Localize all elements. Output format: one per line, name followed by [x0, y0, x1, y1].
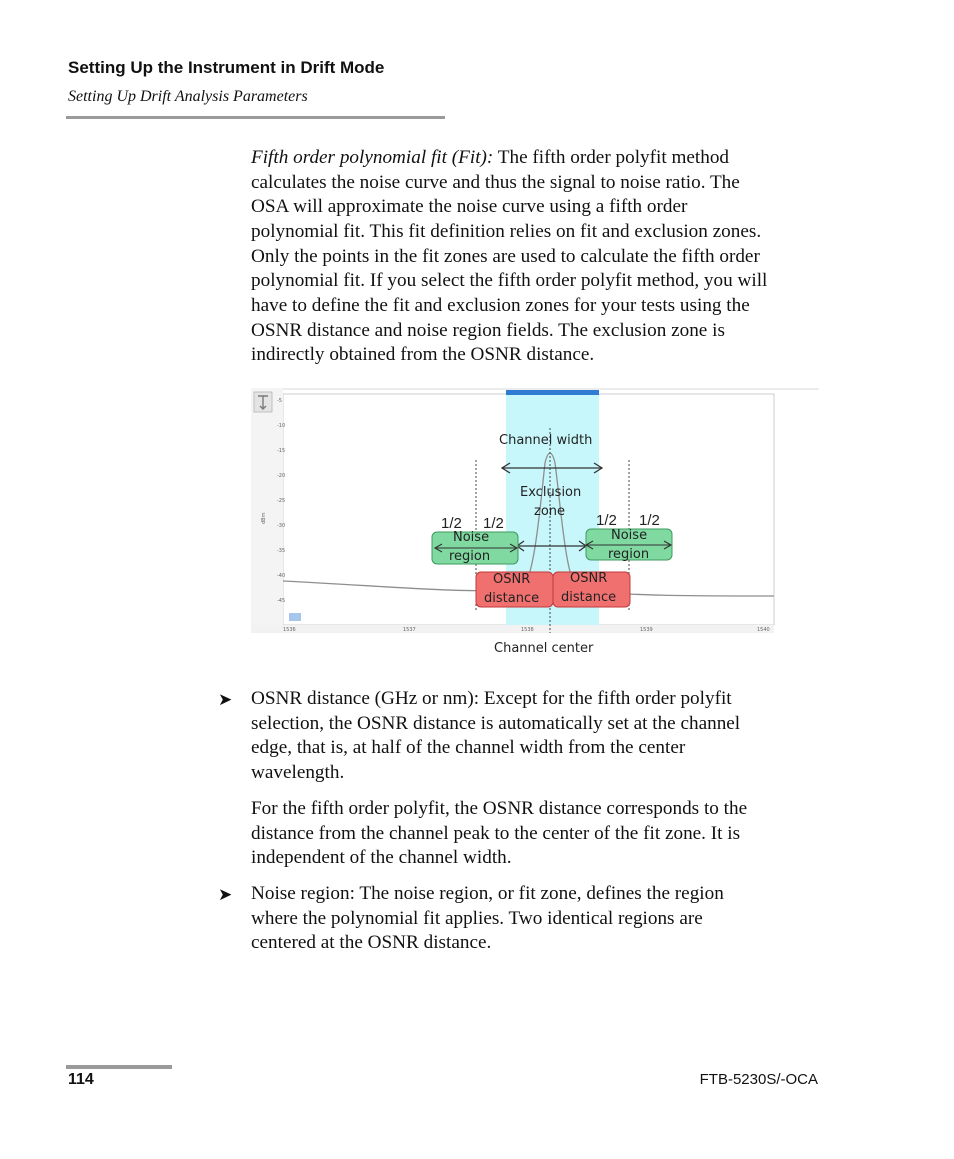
fit-line: polynomial fit. If you select the fifth order polyfit method, you will [251, 270, 768, 291]
channel-top-bar [506, 390, 599, 395]
noise-line: centered at the OSNR distance. [251, 932, 492, 953]
x-tick-label: 1540 [757, 627, 770, 633]
fit-line: OSA will approximate the noise curve using a fifth order [251, 196, 688, 217]
channel-width-label: Channel width [499, 433, 593, 448]
half-label: 1/2 [596, 512, 617, 529]
y-tick-label: -35 [277, 548, 286, 554]
osnr-note-line: independent of the channel width. [251, 847, 512, 868]
y-tick-label: -5 [277, 398, 282, 404]
fit-line: Only the points in the fit zones are used to calculate the fifth order [251, 246, 760, 267]
exclusion-label-line2: zone [534, 504, 566, 519]
fit-line: indirectly obtained from the OSNR distance. [251, 344, 595, 365]
x-tick-label: 1539 [640, 627, 653, 633]
x-tick-label: 1537 [403, 627, 416, 633]
noise-line: Noise region: The noise region, or fit zone, defines the region [251, 883, 724, 904]
fit-line: have to define the fit and exclusion zones for your tests using the [251, 295, 750, 316]
scroll-marker [289, 613, 301, 621]
channel-center-label: Channel center [494, 641, 594, 656]
fit-line [251, 146, 821, 171]
x-tick-label: 1536 [283, 627, 296, 633]
diagram-svg [251, 388, 819, 660]
half-label: 1/2 [483, 515, 504, 532]
y-tick-label: -40 [277, 573, 286, 579]
bullet-arrow-icon: ➤ [218, 885, 233, 904]
y-tick-label: -15 [277, 448, 286, 454]
y-tick-label: -10 [277, 423, 286, 429]
subsection-title: Setting Up Drift Analysis Parameters [68, 88, 308, 105]
noise-right-label-line1: Noise [611, 528, 648, 543]
footer-rule [66, 1065, 172, 1069]
y-tick-label: -25 [277, 498, 286, 504]
osnr-right-label-line2: distance [561, 590, 617, 605]
exclusion-label-line1: Exclusion [520, 485, 582, 500]
bullet-arrow-icon: ➤ [218, 690, 233, 709]
osnr-line: OSNR distance (GHz or nm): Except for the fifth order polyfit [251, 688, 732, 709]
y-axis-ticks [277, 398, 285, 604]
osnr-note-line: For the fifth order polyfit, the OSNR distance corresponds to the [251, 798, 748, 819]
noise-left-label-line1: Noise [453, 530, 490, 545]
osnr-left-label-line2: distance [484, 591, 540, 606]
osnr-right-label-line1: OSNR [570, 571, 608, 586]
y-tick-label: -20 [277, 473, 286, 479]
x-axis-panel [251, 625, 774, 633]
osnr-note-line: distance from the channel peak to the center of the fit zone. It is [251, 823, 741, 844]
y-axis-unit: dBm [261, 512, 267, 524]
fit-term: Fifth order polynomial fit (Fit): [251, 147, 494, 168]
half-label: 1/2 [639, 512, 660, 529]
noise-right-label-line2: region [608, 547, 650, 562]
osnr-line: edge, that is, at half of the channel width from the center [251, 737, 686, 758]
header-rule [66, 116, 445, 119]
fit-line: OSNR distance and noise region fields. The exclusion zone is [251, 320, 725, 341]
noise-line: where the polynomial fit applies. Two identical regions are [251, 908, 703, 929]
y-tick-label: -30 [277, 523, 286, 529]
osnr-line: selection, the OSNR distance is automatically set at the channel [251, 713, 741, 734]
fit-line-text: The fifth order polyfit method [497, 147, 730, 168]
page-number: 114 [68, 1071, 94, 1088]
fit-line: polynomial fit. This fit definition relies on fit and exclusion zones. [251, 221, 762, 242]
noise-left-label-line2: region [449, 549, 491, 564]
osnr-line: wavelength. [251, 762, 345, 783]
x-tick-label: 1538 [521, 627, 534, 633]
half-label: 1/2 [441, 515, 462, 532]
document-id: FTB-5230S/-OCA [699, 1071, 818, 1088]
section-title: Setting Up the Instrument in Drift Mode [68, 58, 385, 77]
y-tick-label: -45 [277, 598, 286, 604]
osnr-left-label-line1: OSNR [493, 572, 531, 587]
fit-line: calculates the noise curve and thus the signal to noise ratio. The [251, 172, 740, 193]
fit-zone-diagram [251, 388, 819, 660]
